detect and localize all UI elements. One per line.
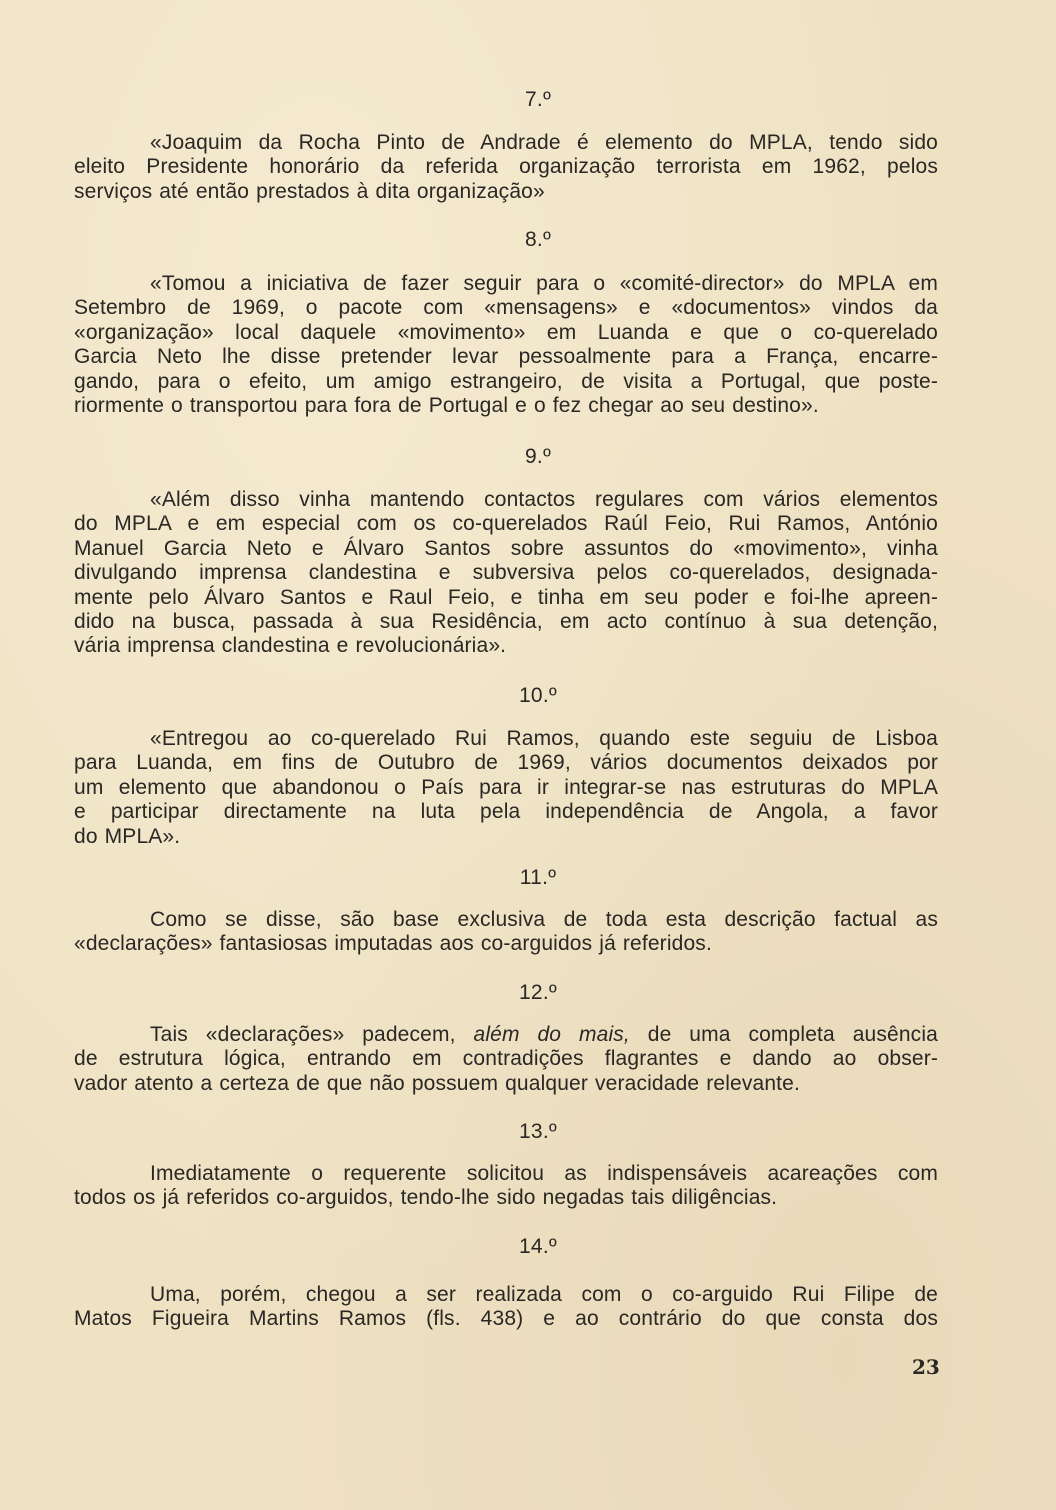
- paragraph-8: [74, 272, 938, 418]
- paragraph-line: «Tomou a iniciativa de fazer seguir para o «comité-director» do MPLA em: [150, 272, 938, 295]
- paragraph-line: vador atento a certeza de que não possuem qualquer veracidade relevante.: [74, 1071, 800, 1095]
- paragraph-line: divulgando imprensa clandestina e subversiva pelos co-querelados, designada-: [74, 561, 938, 585]
- paragraph-line: «Além disso vinha mantendo contactos regulares com vários elementos: [150, 488, 938, 511]
- paragraph-line: gando, para o efeito, um amigo estrangeiro, de visita a Portugal, que poste-: [74, 369, 938, 393]
- section-heading-8: 8.º: [524, 228, 552, 251]
- text-run: de uma completa ausência: [647, 1023, 938, 1046]
- text-run: Tais «declarações» padecem,: [150, 1023, 456, 1046]
- section-heading-10: 10.º: [518, 684, 558, 707]
- paragraph-10: [74, 727, 938, 849]
- paragraph-line: Manuel Garcia Neto e Álvaro Santos sobre assuntos do «movimento», vinha: [74, 536, 938, 560]
- paragraph-line: Imediatamente o requerente solicitou as indispensáveis acareações com: [150, 1162, 938, 1185]
- paragraph-line: um elemento que abandonou o País para ir integrar-se nas estruturas do MPLA: [74, 775, 938, 799]
- paragraph-line: Setembro de 1969, o pacote com «mensagens» e «documentos» vindos da: [74, 296, 938, 320]
- page-number: 23: [912, 1355, 940, 1379]
- paragraph-9: [74, 488, 938, 659]
- paragraph-line: de estrutura lógica, entrando em contradições flagrantes e dando ao obser-: [74, 1047, 938, 1071]
- paragraph-line: «organização» local daquele «movimento» em Luanda e que o co-querelado: [74, 320, 938, 344]
- paragraph-line: serviços até então prestados à dita organização»: [74, 179, 545, 203]
- paragraph-line: «Entregou ao co-querelado Rui Ramos, quando este seguiu de Lisboa: [150, 727, 938, 750]
- section-heading-11: 11.º: [519, 866, 557, 889]
- paragraph-line: do MPLA».: [74, 824, 181, 848]
- section-heading-7: 7.º: [524, 88, 552, 111]
- paragraph-line: para Luanda, em fins de Outubro de 1969, vários documentos deixados por: [74, 751, 938, 775]
- paragraph-13: [74, 1162, 938, 1211]
- paragraph-line: do MPLA e em especial com os co-querelados Raúl Feio, Rui Ramos, António: [74, 512, 938, 536]
- paragraph-line: Como se disse, são base exclusiva de toda esta descrição factual as: [150, 908, 938, 931]
- section-heading-12: 12.º: [518, 981, 558, 1004]
- paragraph-line: [74, 1023, 938, 1047]
- paragraph-line: todos os já referidos co-arguidos, tendo-lhe sido negadas tais diligências.: [74, 1186, 778, 1210]
- section-heading-14: 14.º: [518, 1235, 558, 1258]
- paragraph-line: «Joaquim da Rocha Pinto de Andrade é elemento do MPLA, tendo sido: [150, 131, 938, 154]
- paragraph-14: [74, 1283, 938, 1332]
- paragraph-line: Uma, porém, chegou a ser realizada com o co-arguido Rui Filipe de: [150, 1283, 938, 1306]
- paragraph-line: eleito Presidente honorário da referida organização terrorista em 1962, pelos: [74, 155, 938, 179]
- paragraph-12: [74, 1023, 938, 1096]
- emphasis-text: além do mais,: [473, 1023, 630, 1046]
- section-heading-13: 13.º: [518, 1120, 558, 1143]
- paragraph-line: Garcia Neto lhe disse pretender levar pessoalmente para a França, encarre-: [74, 345, 938, 369]
- paragraph-line: «declarações» fantasiosas imputadas aos co-arguidos já referidos.: [74, 932, 712, 956]
- paragraph-line: e participar directamente na luta pela independência de Angola, a favor: [74, 800, 938, 824]
- paragraph-11: [74, 908, 938, 957]
- paragraph-line: Matos Figueira Martins Ramos (fls. 438) e ao contrário do que consta dos: [74, 1307, 938, 1331]
- paragraph-line: dido na busca, passada à sua Residência, em acto contínuo à sua detenção,: [74, 610, 938, 634]
- paragraph-7: [74, 131, 938, 204]
- paragraph-line: riormente o transportou para fora de Portugal e o fez chegar ao seu destino».: [74, 394, 819, 418]
- section-heading-9: 9.º: [524, 445, 552, 468]
- paragraph-line: vária imprensa clandestina e revolucionária».: [74, 634, 507, 658]
- paragraph-line: mente pelo Álvaro Santos e Raul Feio, e tinha em seu poder e foi-lhe apreen-: [74, 585, 938, 609]
